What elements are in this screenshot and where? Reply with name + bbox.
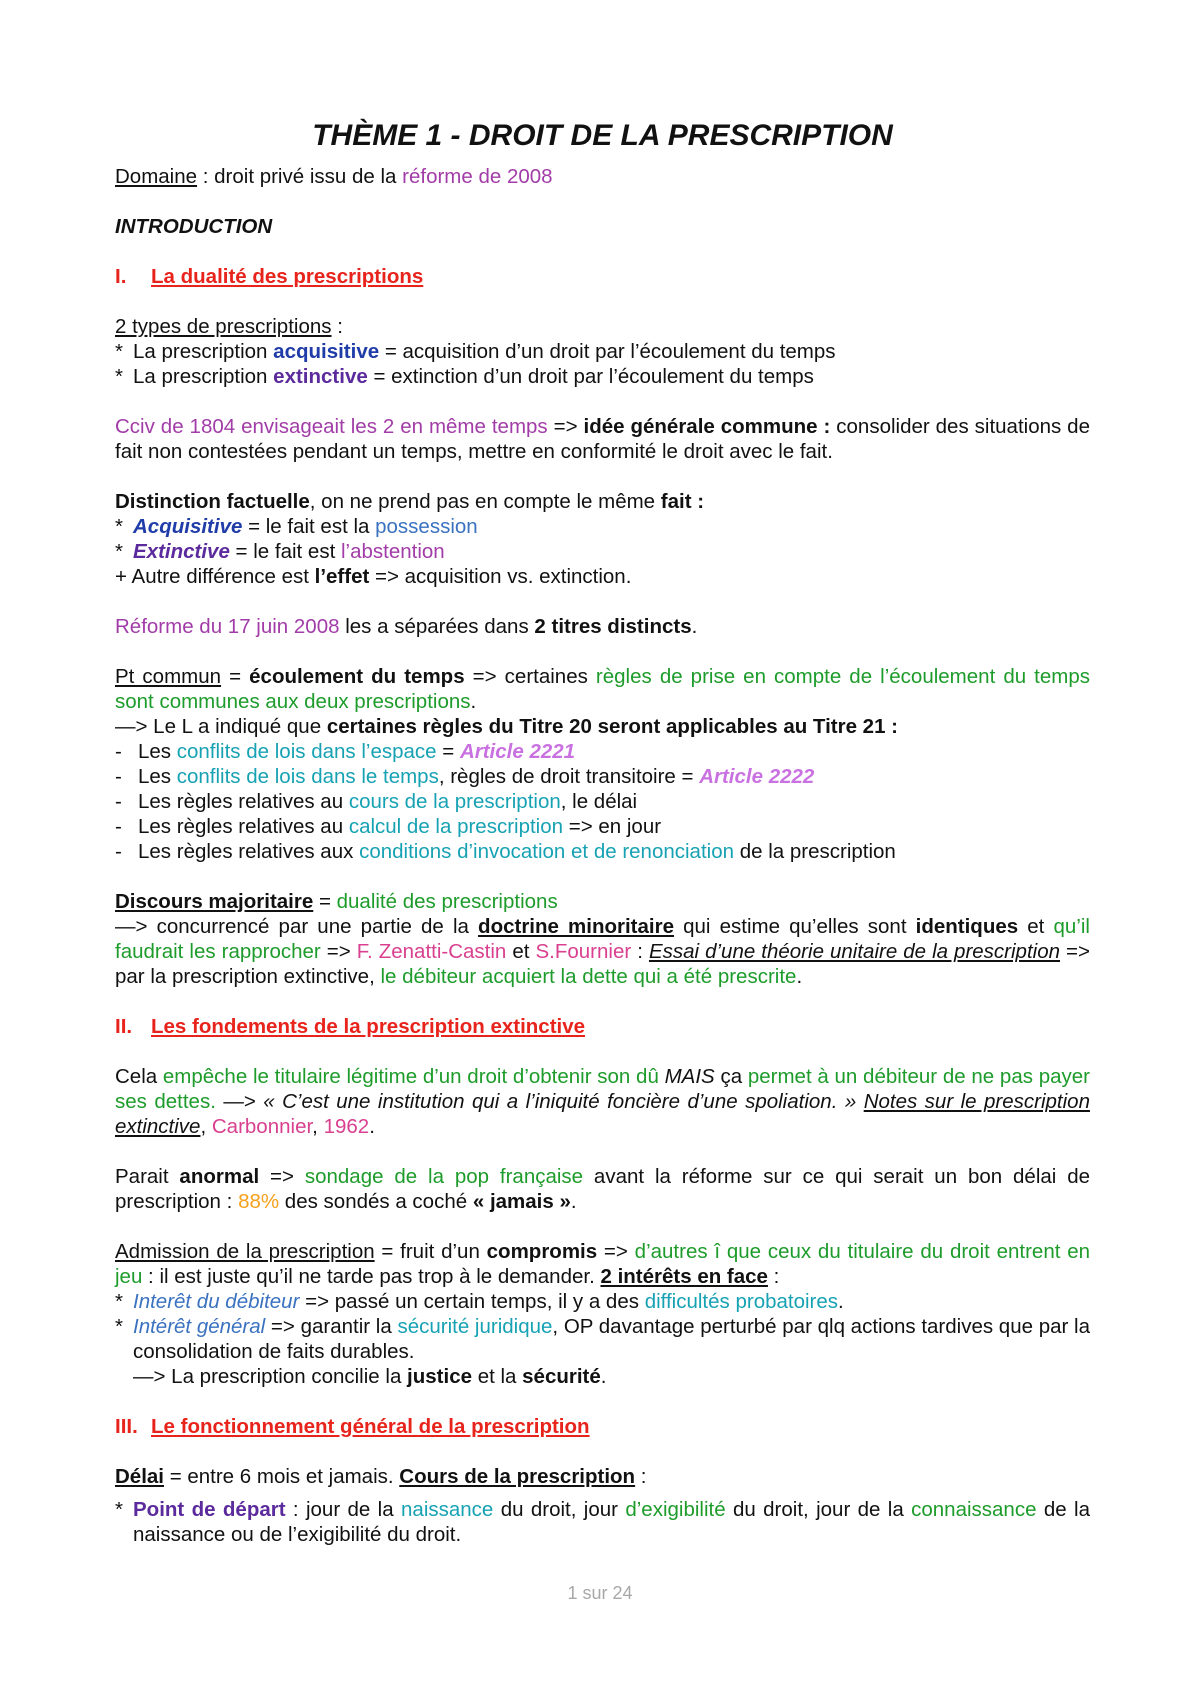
- section-2-heading: II. Les fondements de la prescription extinctive: [115, 1015, 586, 1038]
- intro-heading: INTRODUCTION: [115, 215, 273, 238]
- commun-arrow-line: —> Le L a indiqué que certaines règles du Titre 20 seront applicables au Titre 21 :: [115, 715, 899, 738]
- commun-paragraph: Pt commun = écoulement du temps => certaines règles de prise en compte de l’écoulement du temps sont communes aux deux prescriptions.: [115, 665, 1091, 713]
- page-title: THÈME 1 - DROIT DE LA PRESCRIPTION: [312, 119, 893, 152]
- domaine-line: Domaine : droit privé issu de la réforme de 2008: [115, 165, 553, 188]
- distinction-plus: + Autre différence est l’effet => acquisition vs. extinction.: [115, 565, 632, 588]
- admission-conclusion: —> La prescription concilie la justice et la sécurité.: [133, 1365, 607, 1388]
- list-item: - Les règles relatives aux conditions d’invocation et de renonciation de la prescription: [115, 840, 896, 863]
- admission-paragraph: Admission de la prescription = fruit d’un compromis => d’autres î que ceux du titulaire du droit entrent en jeu : il est juste qu’il ne tarde pas trop à le demander. 2 intérêts en face :: [115, 1240, 1091, 1288]
- types-line: 2 types de prescriptions :: [115, 315, 343, 338]
- page-number: 1 sur 24: [567, 1583, 633, 1603]
- list-item: * Point de départ : jour de la naissance du droit, jour d’exigibilité du droit, jour de la connaissance de la naissance ou de l’exigibilité du droit.: [115, 1498, 1090, 1546]
- list-item: * Extinctive = le fait est l’abstention: [115, 540, 445, 563]
- discours-line: Discours majoritaire = dualité des prescriptions: [115, 890, 558, 913]
- reforme-line: Réforme du 17 juin 2008 les a séparées dans 2 titres distincts.: [115, 615, 698, 638]
- section-3-heading: III. Le fonctionnement général de la prescription: [115, 1415, 590, 1438]
- discours-paragraph: —> concurrencé par une partie de la doctrine minoritaire qui estime qu’elles sont identiques et qu’il faudrait les rapprocher => F. Zenatti-Castin et S.Fournier : Essai d’une théorie unitaire de la prescription => par la prescription extinctive, le débiteur acquiert la dette qui a été prescrite.: [115, 915, 1090, 988]
- list-item: * Intérêt général => garantir la sécurité juridique, OP davantage perturbé par qlq actions tardives que par la consolidation de faits durables.: [115, 1315, 1090, 1363]
- list-item: - Les règles relatives au calcul de la prescription => en jour: [115, 815, 662, 838]
- domaine-label: Domaine: [115, 165, 198, 188]
- list-item: - Les règles relatives au cours de la prescription, le délai: [115, 790, 638, 813]
- cela-paragraph: Cela empêche le titulaire légitime d’un droit d’obtenir son dû MAIS ça permet à un débiteur de ne pas payer ses dettes. —> « C’est une institution qui a l’iniquité foncière d’une spoliation. » Notes sur le prescription extinctive, Carbonnier, 1962.: [115, 1065, 1090, 1138]
- distinction-line: Distinction factuelle, on ne prend pas en compte le même fait :: [115, 490, 705, 513]
- parait-paragraph: Parait anormal => sondage de la pop française avant la réforme sur ce qui serait un bon délai de prescription : 88% des sondés a coché « jamais ».: [115, 1165, 1090, 1213]
- list-item: - Les conflits de lois dans l’espace = Article 2221: [115, 740, 576, 763]
- list-item: * Acquisitive = le fait est la possession: [115, 515, 478, 538]
- list-item: * Interêt du débiteur => passé un certain temps, il y a des difficultés probatoires.: [115, 1290, 844, 1313]
- list-item: - Les conflits de lois dans le temps, règles de droit transitoire = Article 2222: [115, 765, 815, 788]
- list-item: * La prescription extinctive = extinction d’un droit par l’écoulement du temps: [115, 365, 814, 388]
- delai-line: Délai = entre 6 mois et jamais. Cours de la prescription :: [115, 1465, 647, 1488]
- section-1-heading: I. La dualité des prescriptions: [115, 265, 424, 288]
- list-item: * La prescription acquisitive = acquisition d’un droit par l’écoulement du temps: [115, 340, 836, 363]
- page-content: [115, 118, 1090, 1547]
- civ-paragraph: Cciv de 1804 envisageait les 2 en même temps => idée générale commune : consolider des situations de fait non contestées pendant un temps, mettre en conformité le droit avec le fait.: [115, 415, 1090, 463]
